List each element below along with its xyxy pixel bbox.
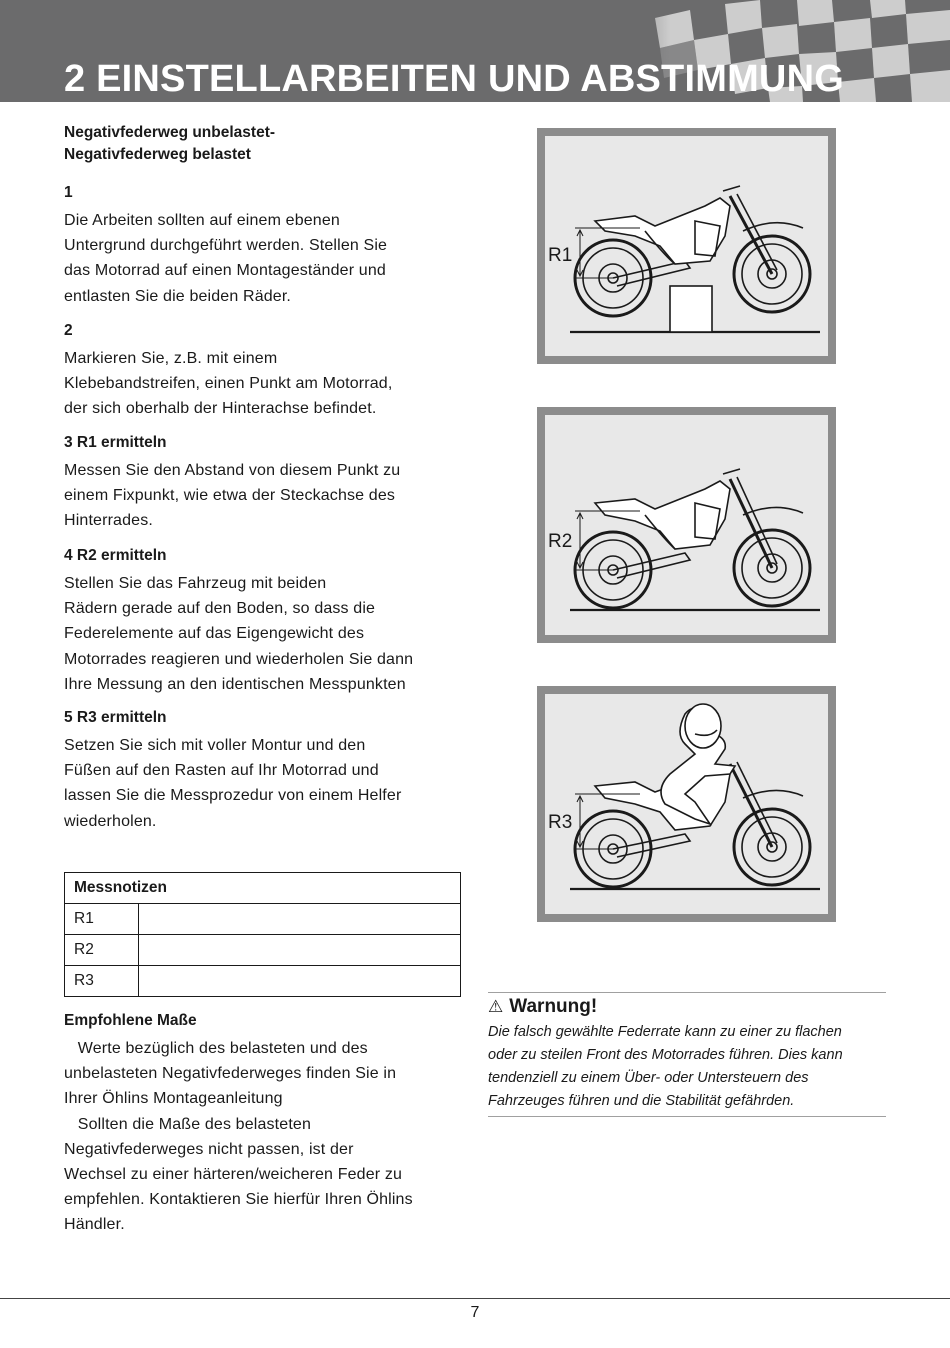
intro-heading — [64, 122, 474, 166]
footer-divider — [0, 1298, 950, 1299]
note-field[interactable] — [139, 935, 461, 966]
figure-label: R3 — [548, 812, 573, 833]
step-3 — [64, 432, 474, 534]
step-text-line: Setzen Sie sich mit voller Montur und den — [64, 737, 366, 754]
warning-line: oder zu steilen Front des Motorrades führen. Dies kann — [488, 1047, 843, 1063]
table-header: Messnotizen — [65, 873, 461, 904]
warning-title-row — [488, 995, 886, 1019]
step-2 — [64, 320, 474, 422]
step-text-line: Untergrund durchgeführt werden. Stellen Sie — [64, 237, 388, 255]
step-heading: 2 — [64, 322, 73, 339]
motorcycle-on-stand-illustration — [545, 136, 828, 356]
recommended-section — [64, 1010, 474, 1238]
step-heading: 5 R3 ermitteln — [64, 709, 167, 726]
step-heading: 1 — [64, 184, 73, 201]
recommended-line: unbelasteten Negativfederweges finden Sie in — [64, 1065, 397, 1083]
note-field[interactable] — [139, 904, 461, 935]
table-header-row — [65, 873, 461, 904]
row-label: R3 — [65, 966, 139, 997]
recommended-line: Sollten die Maße des belasteten — [64, 1115, 312, 1133]
warning-line: tendenziell zu einem Über- oder Untersteuern des — [488, 1070, 809, 1086]
step-1 — [64, 182, 474, 309]
note-field[interactable] — [139, 966, 461, 997]
table-row — [65, 966, 461, 997]
step-text-line: Klebebandstreifen, einen Punkt am Motorrad, — [64, 375, 393, 393]
step-text-line: Die Arbeiten sollten auf einem ebenen — [64, 212, 340, 229]
step-text-line: Markieren Sie, z.B. mit einem — [64, 350, 278, 367]
step-heading: 3 R1 ermitteln — [64, 434, 167, 451]
step-text-line: das Motorrad auf einen Montageständer und — [64, 262, 386, 280]
figure-panel — [545, 415, 828, 635]
step-text-line: Federelemente auf das Eigengewicht des — [64, 625, 365, 643]
table-row — [65, 904, 461, 935]
recommended-line: Händler. — [64, 1216, 125, 1234]
step-text-line: lassen Sie die Messprozedur von einem Helfer — [64, 787, 402, 805]
recommended-line: Negativfederweges nicht passen, ist der — [64, 1140, 354, 1158]
figure-label: R1 — [548, 245, 573, 266]
step-text-line: Messen Sie den Abstand von diesem Punkt zu — [64, 462, 401, 479]
intro-line-1: Negativfederweg unbelastet- — [64, 124, 276, 141]
motorcycle-with-rider-illustration — [545, 694, 828, 914]
warning-title: Warnung! — [509, 996, 598, 1017]
step-5 — [64, 707, 474, 834]
row-label: R1 — [65, 904, 139, 935]
warning-line: Die falsch gewählte Federrate kann zu einer zu flachen — [488, 1024, 842, 1040]
recommended-heading: Empfohlene Maße — [64, 1012, 197, 1029]
measurement-notes-table — [64, 872, 461, 997]
intro-line-2: Negativfederweg belastet — [64, 146, 251, 163]
row-label: R2 — [65, 935, 139, 966]
figure-r1-on-stand — [537, 128, 836, 364]
figure-r3-with-rider — [537, 686, 836, 922]
step-4 — [64, 545, 474, 697]
recommended-line: Werte bezüglich des belasteten und des — [64, 1040, 368, 1057]
step-text-line: Füßen auf den Rasten auf Ihr Motorrad und — [64, 762, 379, 780]
page-header — [0, 0, 950, 102]
step-text-line: Ihre Messung an den identischen Messpunkten — [64, 675, 406, 693]
step-heading: 4 R2 ermitteln — [64, 547, 167, 564]
step-text-line: entlasten Sie die beiden Räder. — [64, 287, 292, 305]
step-text-line: Motorrades reagieren und wiederholen Sie dann — [64, 650, 414, 668]
warning-triangle-icon: ⚠ — [488, 997, 504, 1016]
figure-label: R2 — [548, 531, 573, 552]
table-row — [65, 935, 461, 966]
step-text-line: der sich oberhalb der Hinterachse befindet. — [64, 400, 377, 418]
motorcycle-on-ground-illustration — [545, 415, 828, 635]
step-text-line: Stellen Sie das Fahrzeug mit beiden — [64, 575, 327, 592]
page-number: 7 — [470, 1304, 480, 1321]
step-text-line: Hinterrades. — [64, 512, 153, 530]
recommended-line: Ihrer Öhlins Montageanleitung — [64, 1090, 283, 1108]
warning-line: Fahrzeuges führen und die Stabilität gefährden. — [488, 1093, 795, 1109]
step-text-line: wiederholen. — [64, 812, 157, 830]
figure-panel — [545, 694, 828, 914]
step-text-line: einem Fixpunkt, wie etwa der Steckachse des — [64, 487, 396, 505]
recommended-line: Wechsel zu einer härteren/weicheren Feder zu — [64, 1166, 403, 1184]
page-title: 2 EINSTELLARBEITEN UND ABSTIMMUNG — [64, 58, 844, 100]
step-text-line: Rädern gerade auf den Boden, so dass die — [64, 600, 376, 618]
recommended-line: empfehlen. Kontaktieren Sie hierfür Ihren Öhlins — [64, 1191, 413, 1209]
figure-r2-on-ground — [537, 407, 836, 643]
warning-box — [488, 992, 886, 1117]
figure-panel — [545, 136, 828, 356]
